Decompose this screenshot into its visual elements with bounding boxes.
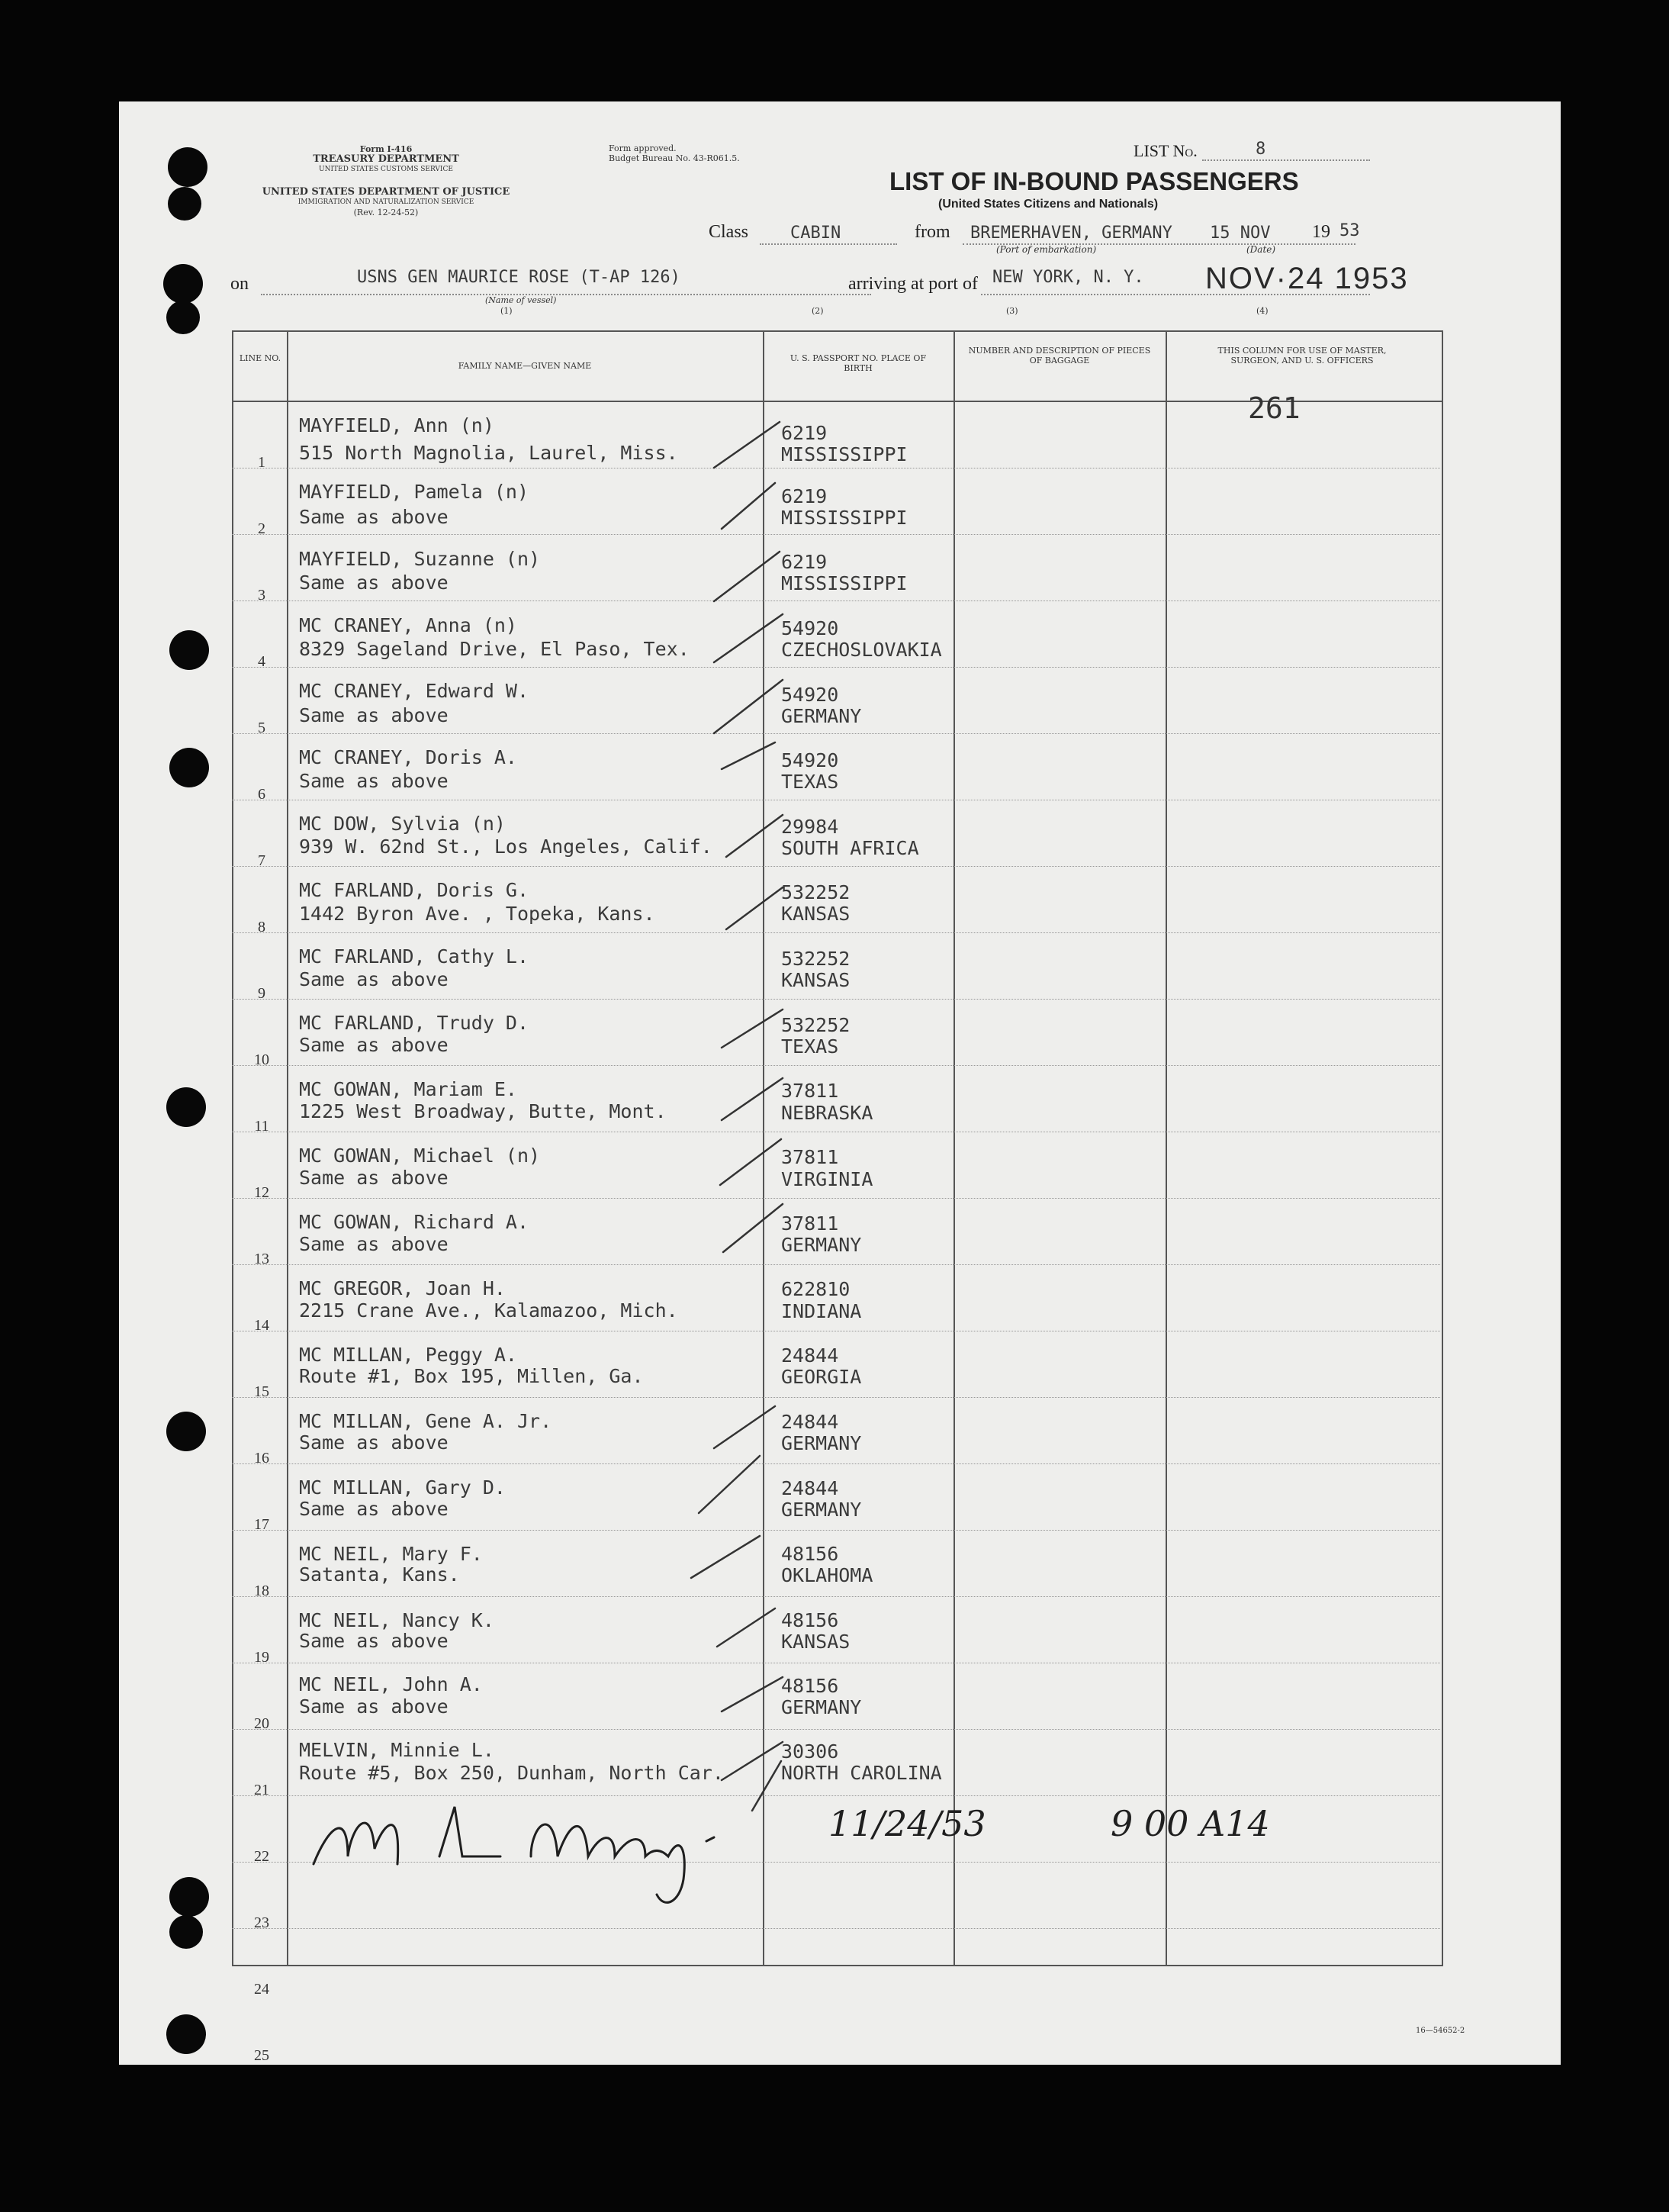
passenger-name: MC GOWAN, Richard A. <box>299 1211 529 1233</box>
passenger-address: Same as above <box>299 506 449 528</box>
check-mark-21 <box>752 1761 781 1811</box>
passenger-name: MC GOWAN, Mariam E. <box>299 1078 517 1100</box>
birthplace: GEORGIA <box>781 1366 862 1388</box>
passenger-address: Satanta, Kans. <box>299 1563 460 1586</box>
passport-number: 37811 <box>781 1080 839 1102</box>
line-number: 11 <box>254 1118 269 1135</box>
form-title: LIST OF IN-BOUND PASSENGERS <box>889 167 1299 195</box>
binder-hole <box>166 1087 206 1127</box>
check-mark-17 <box>691 1536 760 1578</box>
passenger-address: Same as above <box>299 1498 449 1520</box>
passport-number: 532252 <box>781 948 851 970</box>
form-approved: Form approved. <box>609 143 677 153</box>
line-number: 1 <box>258 454 265 471</box>
binder-hole <box>163 264 203 304</box>
check-mark-13 <box>723 1204 783 1252</box>
line-number: 24 <box>254 1981 269 1998</box>
officer-count: 261 <box>1248 391 1301 425</box>
passenger-name: MC CRANEY, Doris A. <box>299 746 517 768</box>
passenger-name: MC NEIL, John A. <box>299 1673 483 1695</box>
line-number: 2 <box>258 520 265 537</box>
date-caption: (Date) <box>1246 244 1276 255</box>
passenger-name: MC DOW, Sylvia (n) <box>299 813 506 835</box>
passenger-address: 1225 West Broadway, Butte, Mont. <box>299 1100 667 1122</box>
check-mark-12 <box>720 1139 781 1185</box>
passenger-address: Same as above <box>299 1233 449 1255</box>
line-number: 12 <box>254 1184 269 1201</box>
passport-number: 37811 <box>781 1212 839 1235</box>
embark-date: 15 NOV <box>1210 224 1271 243</box>
caption-1: (1) <box>500 306 513 316</box>
binder-hole <box>166 301 200 334</box>
line-number: 5 <box>258 720 265 736</box>
passenger-address: Same as above <box>299 968 449 990</box>
caption-2: (2) <box>812 306 824 316</box>
birthplace: CZECHOSLOVAKIA <box>781 639 942 661</box>
passenger-name: MC GOWAN, Michael (n) <box>299 1145 541 1167</box>
arrival-port: NEW YORK, N. Y. <box>992 268 1144 287</box>
line-number: 9 <box>258 985 265 1002</box>
line-number: 17 <box>254 1516 269 1533</box>
customs-service: UNITED STATES CUSTOMS SERVICE <box>319 166 453 173</box>
passenger-name: MC CRANEY, Edward W. <box>299 680 529 702</box>
handwritten-date: 11/24/53 <box>828 1803 986 1844</box>
birthplace: OKLAHOMA <box>781 1564 873 1586</box>
passport-number: 6219 <box>781 422 828 444</box>
handwritten-time: 9 00 A14 <box>1111 1803 1270 1844</box>
birthplace: SOUTH AFRICA <box>781 837 919 859</box>
passenger-address: Same as above <box>299 572 449 594</box>
line-number: 7 <box>258 852 265 869</box>
passenger-address: Route #5, Box 250, Dunham, North Car. <box>299 1762 724 1784</box>
birthplace: GERMANY <box>781 1696 862 1718</box>
passport-number: 30306 <box>781 1740 839 1763</box>
passport-number: 37811 <box>781 1146 839 1168</box>
passenger-address: Route #1, Box 195, Millen, Ga. <box>299 1365 644 1387</box>
passenger-address: 1442 Byron Ave. , Topeka, Kans. <box>299 903 655 925</box>
passenger-address: 8329 Sageland Drive, El Paso, Tex. <box>299 638 690 660</box>
check-mark-6 <box>722 742 775 769</box>
header-officers: THIS COLUMN FOR USE OF MASTER, SURGEON, AND U. S. OFFICERS <box>1217 346 1387 365</box>
passport-number: 6219 <box>781 485 828 507</box>
birthplace: INDIANA <box>781 1300 862 1322</box>
header-baggage: NUMBER AND DESCRIPTION OF PIECES OF BAGGAGE <box>968 346 1151 365</box>
check-mark-11 <box>722 1078 783 1120</box>
line-number: 18 <box>254 1583 269 1599</box>
passenger-name: MC MILLAN, Peggy A. <box>299 1344 517 1366</box>
passport-number: 48156 <box>781 1543 839 1565</box>
birthplace: NEBRASKA <box>781 1102 873 1124</box>
check-mark-16 <box>699 1456 760 1513</box>
check-mark-8 <box>726 887 783 929</box>
line-number: 19 <box>254 1649 269 1666</box>
line-number: 13 <box>254 1251 269 1267</box>
justice-dept: UNITED STATES DEPARTMENT OF JUSTICE <box>262 186 510 198</box>
line-number: 10 <box>254 1051 269 1068</box>
birthplace: MISSISSIPPI <box>781 507 908 529</box>
arriving-label: arriving at port of <box>848 274 978 294</box>
passenger-name: MC CRANEY, Anna (n) <box>299 614 517 636</box>
birthplace: GERMANY <box>781 1499 862 1521</box>
passport-number: 29984 <box>781 816 839 838</box>
birthplace: GERMANY <box>781 705 862 727</box>
line-number: 3 <box>258 587 265 604</box>
passenger-name: MC NEIL, Mary F. <box>299 1543 483 1565</box>
passenger-address: Same as above <box>299 1431 449 1454</box>
class-label: Class <box>709 222 749 242</box>
passport-number: 532252 <box>781 1014 851 1036</box>
passport-number: 54920 <box>781 617 839 639</box>
line-number: 23 <box>254 1914 269 1931</box>
arrival-stamp: NOV·24 1953 <box>1205 262 1409 295</box>
footer-code: 16—54652-2 <box>1416 2027 1465 2035</box>
line-number: 20 <box>254 1715 269 1732</box>
passenger-name: MELVIN, Minnie L. <box>299 1739 494 1761</box>
birthplace: MISSISSIPPI <box>781 572 908 594</box>
passenger-name: MAYFIELD, Pamela (n) <box>299 481 529 503</box>
line-number: 4 <box>258 653 265 670</box>
passenger-address: Same as above <box>299 704 449 726</box>
header-line-no: LINE NO. <box>239 353 281 363</box>
vessel-name: USNS GEN MAURICE ROSE (T-AP 126) <box>357 268 680 287</box>
passenger-name: MAYFIELD, Ann (n) <box>299 414 494 436</box>
passport-number: 24844 <box>781 1344 839 1367</box>
binder-hole <box>169 1915 203 1949</box>
passenger-address: Same as above <box>299 1167 449 1189</box>
passenger-name: MC FARLAND, Cathy L. <box>299 945 529 968</box>
caption-3: (3) <box>1006 306 1018 316</box>
binder-hole <box>166 2014 206 2054</box>
passenger-address: 939 W. 62nd St., Los Angeles, Calif. <box>299 836 712 858</box>
vessel-caption: (Name of vessel) <box>485 295 557 305</box>
binder-hole <box>168 147 207 187</box>
passenger-address: Same as above <box>299 1695 449 1718</box>
passport-number: 622810 <box>781 1278 851 1300</box>
treasury-dept: TREASURY DEPARTMENT <box>313 153 459 165</box>
passport-number: 24844 <box>781 1411 839 1433</box>
line-number: 15 <box>254 1383 269 1400</box>
check-marks <box>119 101 1561 2065</box>
birthplace: KANSAS <box>781 1631 851 1653</box>
passport-number: 24844 <box>781 1477 839 1499</box>
embark-port: BREMERHAVEN, GERMANY <box>970 224 1172 243</box>
passenger-name: MC MILLAN, Gene A. Jr. <box>299 1410 552 1432</box>
line-number: 8 <box>258 919 265 935</box>
ins-service: IMMIGRATION AND NATURALIZATION SERVICE <box>297 198 474 206</box>
passport-number: 532252 <box>781 881 851 903</box>
passport-number: 54920 <box>781 749 839 771</box>
birthplace: KANSAS <box>781 969 851 991</box>
form-subtitle: (United States Citizens and Nationals) <box>938 198 1159 211</box>
passenger-address: Same as above <box>299 770 449 792</box>
budget-bureau: Budget Bureau No. 43-R061.5. <box>609 153 740 163</box>
check-mark-7 <box>726 815 783 857</box>
line-number: 22 <box>254 1848 269 1865</box>
line-number: 14 <box>254 1317 269 1334</box>
on-label: on <box>230 274 249 294</box>
passenger-name: MC GREGOR, Joan H. <box>299 1277 506 1299</box>
birthplace: KANSAS <box>781 903 851 925</box>
check-mark-1 <box>714 422 780 468</box>
passenger-name: MC MILLAN, Gary D. <box>299 1476 506 1499</box>
form-number: Form I-416 <box>359 144 413 154</box>
birthplace: VIRGINIA <box>781 1168 873 1190</box>
passenger-name: MC FARLAND, Doris G. <box>299 879 529 901</box>
passenger-address: Same as above <box>299 1034 449 1056</box>
birthplace: NORTH CAROLINA <box>781 1762 942 1784</box>
check-mark-10 <box>722 1009 783 1048</box>
binder-hole <box>166 1412 206 1451</box>
passport-number: 54920 <box>781 684 839 706</box>
check-mark-2 <box>722 483 775 529</box>
passenger-name: MC FARLAND, Trudy D. <box>299 1012 529 1034</box>
check-mark-19 <box>722 1677 783 1711</box>
passport-number: 48156 <box>781 1609 839 1631</box>
form-sheet <box>119 101 1561 2065</box>
line-number: 6 <box>258 786 265 803</box>
check-mark-4 <box>714 614 783 662</box>
year-prefix: 19 <box>1312 222 1330 242</box>
birthplace: GERMANY <box>781 1234 862 1256</box>
list-no-value: 8 <box>1256 140 1266 159</box>
passenger-address: 515 North Magnolia, Laurel, Miss. <box>299 442 678 464</box>
passenger-address: 2215 Crane Ave., Kalamazoo, Mich. <box>299 1299 678 1322</box>
passport-number: 48156 <box>781 1675 839 1697</box>
binder-hole <box>169 748 209 787</box>
passenger-address: Same as above <box>299 1630 449 1652</box>
check-mark-3 <box>714 552 780 601</box>
line-number: 25 <box>254 2047 269 2064</box>
list-no-label: LIST No. <box>1134 141 1198 160</box>
from-label: from <box>915 222 950 242</box>
binder-hole <box>169 630 209 670</box>
birthplace: TEXAS <box>781 771 839 793</box>
header-passport: U. S. PASSPORT NO. PLACE OF BIRTH <box>789 353 927 373</box>
passenger-name: MAYFIELD, Suzanne (n) <box>299 548 541 570</box>
line-number: 21 <box>254 1782 269 1798</box>
birthplace: TEXAS <box>781 1035 839 1058</box>
revision: (Rev. 12-24-52) <box>353 208 419 217</box>
birthplace: MISSISSIPPI <box>781 443 908 465</box>
class-value: CABIN <box>790 224 841 243</box>
caption-4: (4) <box>1256 306 1269 316</box>
passport-number: 6219 <box>781 551 828 573</box>
year-suffix: 53 <box>1339 221 1360 240</box>
passenger-name: MC NEIL, Nancy K. <box>299 1609 494 1631</box>
officer-signature <box>314 1807 714 1902</box>
binder-hole <box>168 187 201 221</box>
port-caption: (Port of embarkation) <box>996 244 1097 255</box>
line-number: 16 <box>254 1450 269 1467</box>
check-mark-15 <box>714 1406 775 1448</box>
check-mark-5 <box>714 680 783 733</box>
binder-hole <box>169 1877 209 1917</box>
check-mark-18 <box>717 1608 775 1647</box>
birthplace: GERMANY <box>781 1432 862 1454</box>
header-name: FAMILY NAME—GIVEN NAME <box>458 361 592 371</box>
